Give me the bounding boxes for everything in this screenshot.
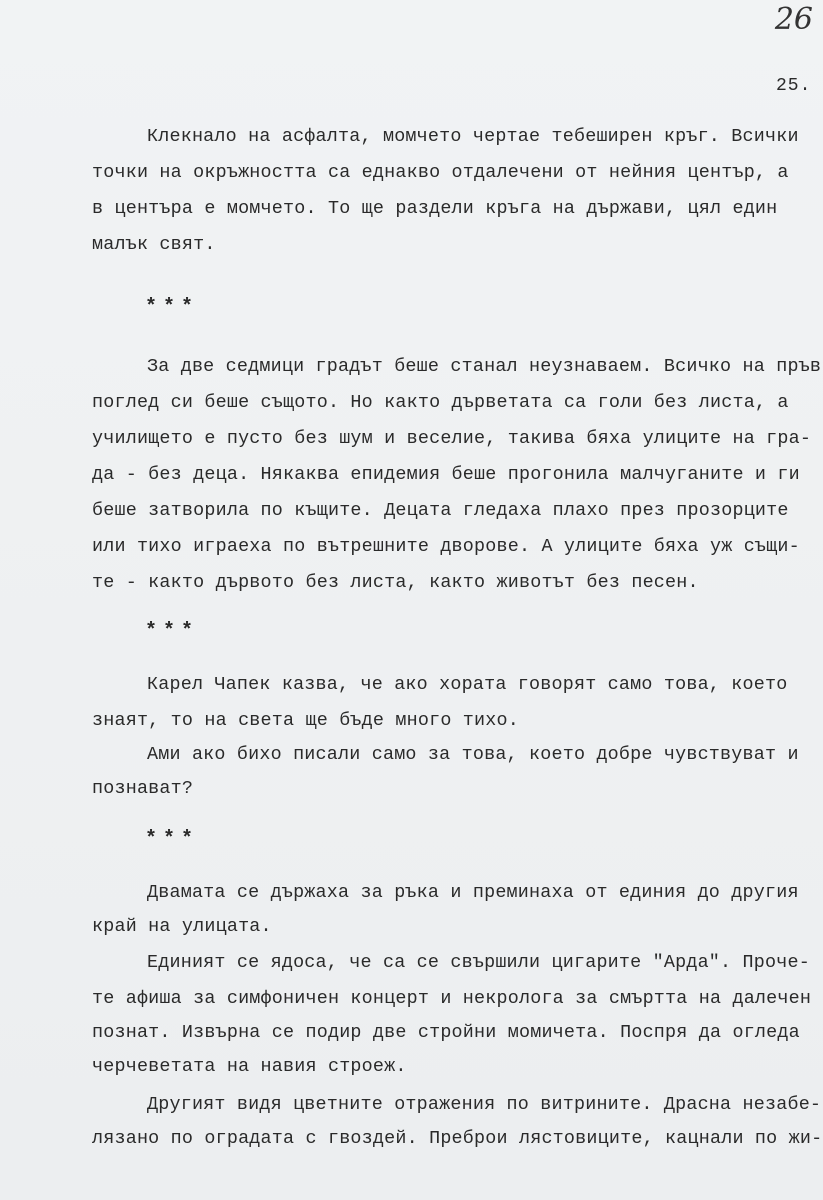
text-line: или тихо играеха по вътрешните дворове. А улиците бяха уж същи- xyxy=(92,536,800,557)
text-line: Другият видя цветните отражения по витрините. Драсна незабе- xyxy=(147,1094,822,1115)
text-line: Двамата се държаха за ръка и преминаха от единия до другия xyxy=(147,882,799,903)
text-line: познат. Извърна се подир две стройни момичета. Поспря да огледа xyxy=(92,1022,800,1043)
text-line: да - без деца. Някаква епидемия беше прогонила малчуганите и ги xyxy=(92,464,800,485)
section-separator: *** xyxy=(145,620,200,643)
typed-page-number: 25. xyxy=(776,76,812,96)
text-line: Клекнало на асфалта, момчето чертае тебеширен кръг. Всички xyxy=(147,126,799,147)
section-separator: *** xyxy=(145,828,200,851)
text-line: те - както дървото без листа, както животът без песен. xyxy=(92,572,699,593)
text-line: Карел Чапек казва, че ако хората говорят само това, което xyxy=(147,674,788,695)
section-separator: *** xyxy=(145,296,200,319)
text-line: поглед си беше същото. Но както дърветата са голи без листа, а xyxy=(92,392,789,413)
handwritten-page-number: 26 xyxy=(774,2,813,37)
text-line: в центъра е момчето. То ще раздели кръга на държави, цял един xyxy=(92,198,778,219)
text-line: точки на окръжността са еднакво отдалечени от нейния център, а xyxy=(92,162,789,183)
text-line: малък свят. xyxy=(92,234,216,255)
text-line: беше затворила по къщите. Децата гледаха плахо през прозорците xyxy=(92,500,789,521)
text-line: Ами ако бихо писали само за това, което добре чувствуват и xyxy=(147,744,799,765)
text-line: лязано по оградата с гвоздей. Преброи лястовиците, кацнали по жи- xyxy=(92,1128,823,1149)
text-line: За две седмици градът беше станал неузнаваем. Всичко на пръв xyxy=(147,356,822,377)
text-line: знаят, то на света ще бъде много тихо. xyxy=(92,710,519,731)
text-line: Единият се ядоса, че са се свършили цигарите "Арда". Проче- xyxy=(147,952,810,973)
text-line: те афиша за симфоничен концерт и некролога за смъртта на далечен xyxy=(92,988,812,1009)
text-line: край на улицата. xyxy=(92,916,272,937)
text-line: познават? xyxy=(92,778,194,799)
text-line: училището е пусто без шум и веселие, такива бяха улиците на гра- xyxy=(92,428,812,449)
text-line: черчеветата на навия строеж. xyxy=(92,1056,407,1077)
